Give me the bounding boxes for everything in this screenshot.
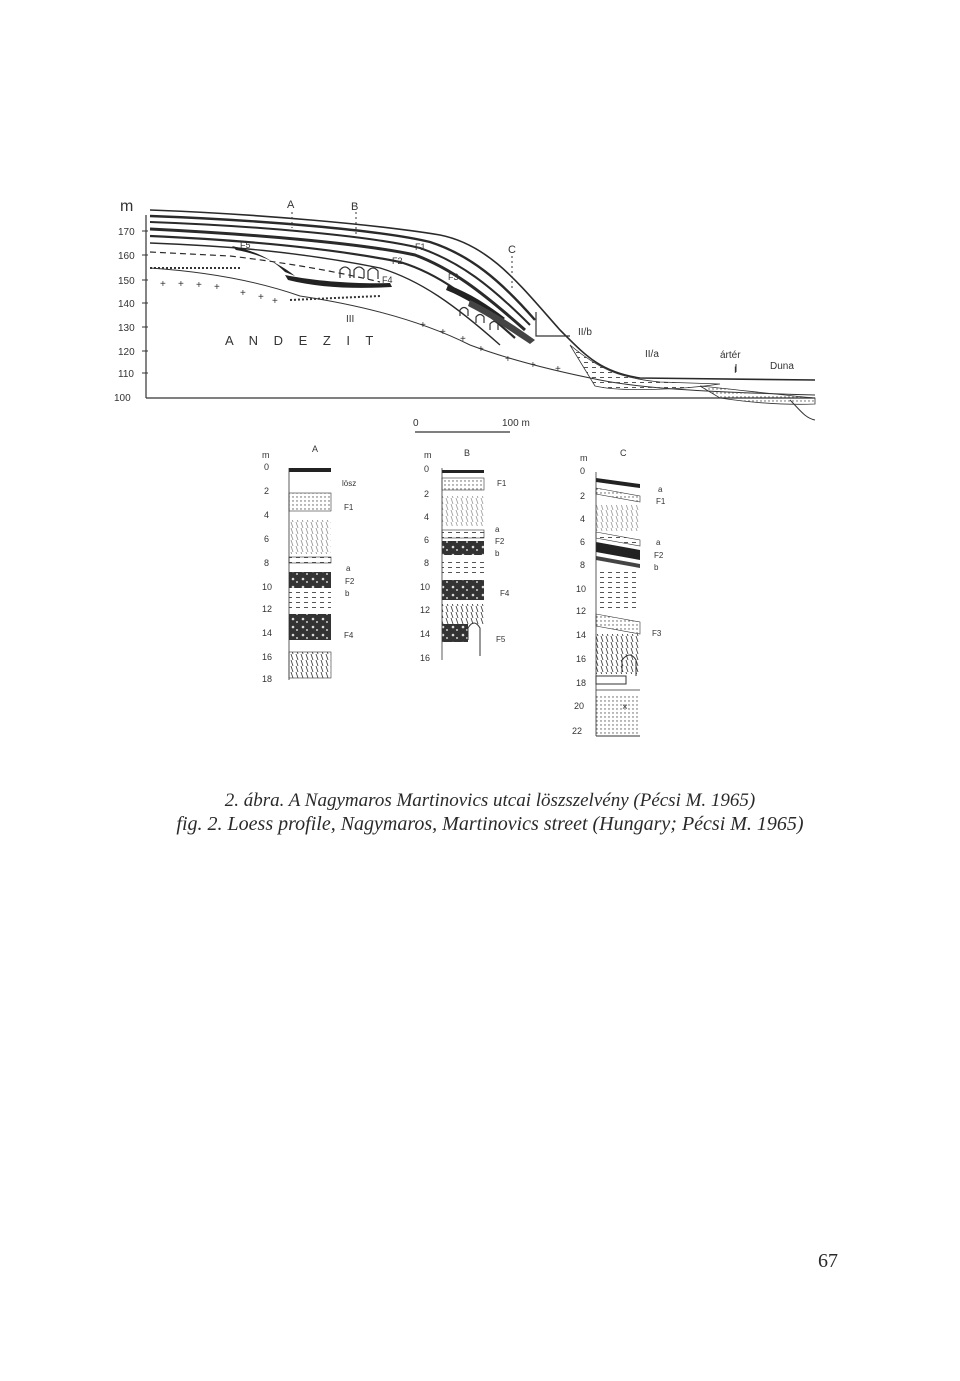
svg-text:F4: F4 [344, 631, 354, 640]
svg-text:8: 8 [424, 558, 430, 568]
label-i: I [734, 365, 737, 375]
column-b-depths [420, 464, 430, 663]
svg-text:+: + [240, 288, 246, 299]
svg-text:F5: F5 [496, 635, 506, 644]
label-f1: F1 [415, 242, 426, 252]
svg-text:×: × [622, 702, 628, 713]
y-tick-marks [142, 231, 148, 373]
svg-text:F3: F3 [652, 629, 662, 638]
svg-text:12: 12 [262, 604, 273, 614]
label-iii: III [346, 314, 355, 325]
column-b-title: B [464, 448, 471, 458]
svg-text:18: 18 [262, 674, 273, 684]
marker-lines [292, 212, 736, 372]
svg-text:F4: F4 [500, 589, 510, 598]
marker-a: A [287, 199, 295, 211]
svg-text:6: 6 [264, 534, 270, 544]
f4-band [285, 275, 392, 288]
svg-text:2: 2 [424, 489, 430, 499]
svg-text:b: b [495, 549, 500, 558]
column-a-title: A [312, 444, 319, 454]
svg-text:+: + [505, 354, 511, 365]
svg-text:2: 2 [580, 491, 586, 501]
marker-c: C [508, 244, 516, 256]
svg-text:4: 4 [264, 510, 270, 520]
y-tick-120: 120 [118, 347, 135, 358]
svg-text:14: 14 [420, 629, 431, 639]
caption-english: fig. 2. Loess profile, Nagymaros, Martinovics street (Hungary; Pécsi M. 1965) [176, 813, 804, 835]
y-tick-130: 130 [118, 323, 135, 334]
svg-text:2: 2 [264, 486, 270, 496]
svg-text:+: + [440, 327, 446, 338]
y-tick-140: 140 [118, 299, 135, 310]
svg-text:F1: F1 [656, 497, 666, 506]
column-a-unit: m [262, 450, 270, 460]
svg-text:F1: F1 [344, 503, 354, 512]
y-axis-ticks [114, 227, 135, 404]
svg-text:12: 12 [420, 605, 431, 615]
svg-text:+: + [555, 364, 561, 375]
y-tick-110: 110 [118, 369, 134, 380]
svg-text:14: 14 [262, 628, 273, 638]
column-c-unit: m [580, 453, 588, 463]
andesite-label: A N D E Z I T [225, 333, 380, 348]
svg-text:0: 0 [264, 462, 270, 472]
svg-text:a: a [495, 525, 500, 534]
svg-text:b: b [654, 563, 659, 572]
svg-text:F2: F2 [495, 537, 505, 546]
f2-band [468, 300, 535, 344]
label-f2: F2 [392, 256, 403, 266]
page-number: 67 [818, 1250, 838, 1272]
column-b [420, 448, 510, 663]
label-f4: F4 [382, 275, 393, 285]
svg-text:16: 16 [576, 654, 587, 664]
svg-text:4: 4 [580, 514, 586, 524]
svg-text:+: + [214, 282, 220, 293]
svg-text:0: 0 [424, 464, 430, 474]
column-b-labels [495, 479, 510, 644]
marker-b: B [351, 201, 359, 213]
y-tick-150: 150 [118, 276, 135, 287]
scale-start: 0 [413, 418, 419, 429]
svg-text:14: 14 [576, 630, 587, 640]
label-f3: F3 [448, 272, 459, 282]
svg-text:F2: F2 [345, 577, 355, 586]
caption-hungarian: 2. ábra. A Nagymaros Martinovics utcai löszszelvény (Pécsi M. 1965) [224, 790, 756, 811]
svg-text:a: a [346, 564, 351, 573]
svg-text:18: 18 [576, 678, 587, 688]
svg-text:+: + [460, 334, 466, 345]
y-tick-100: 100 [114, 393, 131, 404]
svg-text:b: b [345, 589, 350, 598]
svg-text:10: 10 [576, 584, 587, 594]
svg-text:F1: F1 [497, 479, 507, 488]
svg-text:6: 6 [424, 535, 430, 545]
svg-text:10: 10 [262, 582, 273, 592]
svg-text:+: + [420, 320, 426, 331]
svg-text:16: 16 [262, 652, 273, 662]
svg-text:6: 6 [580, 537, 586, 547]
svg-text:10: 10 [420, 582, 431, 592]
svg-text:8: 8 [264, 558, 270, 568]
column-a-labels [342, 479, 356, 640]
svg-text:+: + [530, 360, 536, 371]
column-a [262, 444, 356, 684]
svg-text:22: 22 [572, 726, 583, 736]
floodplain-deposit [700, 386, 815, 404]
label-arter: ártér [720, 350, 741, 361]
column-c-title: C [620, 448, 627, 458]
scale-bar [413, 418, 530, 432]
label-iib: II/b [578, 327, 592, 338]
svg-text:20: 20 [574, 701, 585, 711]
svg-text:a: a [658, 485, 663, 494]
y-tick-170: 170 [118, 227, 135, 238]
column-c-labels [652, 485, 666, 638]
column-c-depths [572, 466, 586, 736]
svg-text:+: + [272, 296, 278, 307]
cross-section [114, 198, 815, 432]
svg-text:+: + [478, 344, 484, 355]
column-c [572, 448, 666, 736]
scale-end: 100 m [502, 418, 530, 429]
svg-text:+: + [160, 279, 166, 290]
svg-text:4: 4 [424, 512, 430, 522]
svg-text:16: 16 [420, 653, 431, 663]
svg-text:a: a [656, 538, 661, 547]
label-iia: II/a [645, 349, 659, 360]
svg-text:+: + [196, 280, 202, 291]
andesite-boundary [150, 268, 815, 395]
svg-text:+: + [258, 292, 264, 303]
svg-text:lösz: lösz [342, 479, 357, 488]
column-b-unit: m [424, 450, 432, 460]
svg-text:+: + [178, 279, 184, 290]
label-f5: F5 [240, 240, 251, 250]
svg-text:12: 12 [576, 606, 587, 616]
label-duna: Duna [770, 361, 794, 372]
svg-text:8: 8 [580, 560, 586, 570]
y-unit-label: m [120, 198, 134, 215]
column-a-depths [262, 462, 272, 684]
svg-text:0: 0 [580, 466, 586, 476]
y-tick-160: 160 [118, 251, 135, 262]
svg-text:F2: F2 [654, 551, 664, 560]
